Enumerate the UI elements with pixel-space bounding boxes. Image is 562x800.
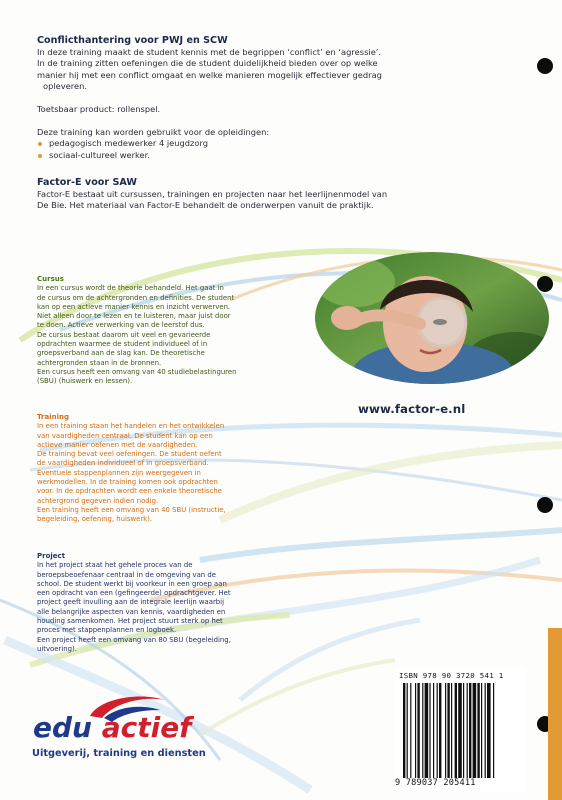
project-line: proces met stappenplannen en logboek. — [37, 626, 177, 635]
training-line: In een training staan het handelen en het ontwikkelen — [37, 422, 225, 431]
training-line: actieve manier oefenen met de vaardigheden. — [37, 440, 198, 449]
list-item: sociaal-cultureel werker. — [37, 150, 497, 162]
project-line: In het project staat het gehele proces van de — [37, 561, 193, 570]
bullet-icon — [38, 142, 42, 146]
logo-wordmark: edu actief — [33, 711, 192, 744]
cursus-line: opdrachten waarmee de student individueel of in — [37, 340, 208, 349]
training-line: begeleiding, oefening, huiswerk). — [37, 515, 153, 524]
binder-hole — [537, 497, 553, 513]
cursus-line: te doen. Actieve verwerking van de leerstof dus. — [37, 321, 205, 330]
intro-line: In deze training maakt de student kennis met de begrippen ‘conflict’ en ‘agressie’. — [37, 46, 382, 57]
isbn-barcode — [395, 667, 525, 793]
cursus-line: Niet alleen door te lezen en te luisteren, maar juist door — [37, 312, 231, 321]
intro-title: Conflicthantering voor PWJ en SCW — [37, 35, 228, 46]
project-title: Project — [37, 552, 66, 560]
barcode-bars — [403, 683, 519, 778]
project-line: alle belangrijke aspecten van kennis, vaardigheden en — [37, 607, 226, 616]
project-line: Een project heeft een omvang van 80 SBU (begeleiding, — [37, 635, 231, 644]
website-url: www.factor-e.nl — [358, 402, 466, 416]
cursus-line: kan op een actieve manier kennis en inzicht verwerven. — [37, 302, 231, 311]
binder-hole — [537, 58, 553, 74]
intro-section — [37, 35, 497, 161]
project-line: project geeft invulling aan de integrale leerlijn waarbij — [37, 598, 225, 607]
product-line: Toetsbaar product: rollenspel. — [37, 103, 161, 114]
list-item: pedagogisch medewerker 4 jeugdzorg — [37, 138, 497, 150]
training-line: werkmodellen. In de training komen ook opdrachten — [37, 478, 218, 487]
orange-edge-tab — [548, 628, 562, 800]
cursus-line: achtergronden staan in de bronnen. — [37, 358, 162, 367]
cursus-section — [37, 275, 292, 387]
factor-line: Factor-E bestaat uit cursussen, trainingen en projecten naar het leerlijnenmodel van — [37, 188, 388, 199]
training-line: de vaardigheden individueel of in groepsverband. — [37, 459, 209, 468]
training-line: voor. In de opdrachten wordt een enkele theoretische — [37, 487, 223, 496]
project-line: houding samenkomen. Het project stuurt sterk op het — [37, 617, 223, 626]
cursus-line: In een cursus wordt de theorie behandeld. Het gaat in — [37, 284, 224, 293]
cursus-line: Een cursus heeft een omvang van 40 studiebelastinguren — [37, 367, 237, 376]
barcode-digits: 9 789037 205411 — [395, 778, 476, 788]
project-line: een opdracht van een (gefingeerde) opdrachtgever. Het — [37, 589, 231, 598]
cursus-line: de cursus om de achtergronden en definities. De student — [37, 293, 235, 302]
intro-line: In de training zitten oefeningen die de student duidelijkheid bieden over op welke — [37, 58, 378, 69]
project-line: school. De student werkt bij voorkeur in een groep aan — [37, 579, 227, 588]
training-line: van vaardigheden centraal. De student kan op een — [37, 431, 213, 440]
cursus-line: (SBU) (huiswerk en lessen). — [37, 377, 133, 386]
project-section — [37, 552, 292, 654]
training-section — [37, 413, 292, 525]
intro-line: opleveren. — [43, 81, 87, 92]
training-line: Een training heeft een omvang van 40 SBU (instructie, — [37, 505, 226, 514]
intro-line: manier hij met een conflict omgaat en welke manieren mogelijk effectiever gedrag — [37, 69, 382, 80]
training-title: Training — [37, 413, 69, 421]
bullet-icon — [38, 154, 42, 158]
education-list — [37, 138, 497, 161]
usage-intro: Deze training kan worden gebruikt voor de opleidingen: — [37, 126, 270, 137]
training-line: De training bevat veel oefeningen. De student oefent — [37, 450, 222, 459]
factor-line: De Bie. Het materiaal van Factor-E behandelt de onderwerpen vanuit de praktijk. — [37, 200, 374, 211]
child-magnifier-photo — [315, 252, 549, 384]
training-line: Eventuele stappenplannen zijn weergegeven in — [37, 468, 201, 477]
cursus-line: groepsverband aan de slag kan. De theoretische — [37, 349, 205, 358]
factor-section — [37, 177, 507, 212]
isbn-text: ISBN 978 90 3720 541 1 — [399, 671, 504, 680]
cursus-line: De cursus bestaat daarom uit veel en gevarieerde — [37, 330, 211, 339]
training-line: achtergrond gegeven indien nodig. — [37, 496, 159, 505]
factor-title: Factor-E voor SAW — [37, 177, 137, 188]
cursus-title: Cursus — [37, 275, 64, 283]
project-line: beroepsbeoefenaar centraal in de omgeving van de — [37, 570, 216, 579]
project-line: uitvoering). — [37, 644, 77, 653]
logo-tagline: Uitgeverij, training en diensten — [32, 748, 206, 759]
eduactief-logo — [30, 688, 220, 766]
